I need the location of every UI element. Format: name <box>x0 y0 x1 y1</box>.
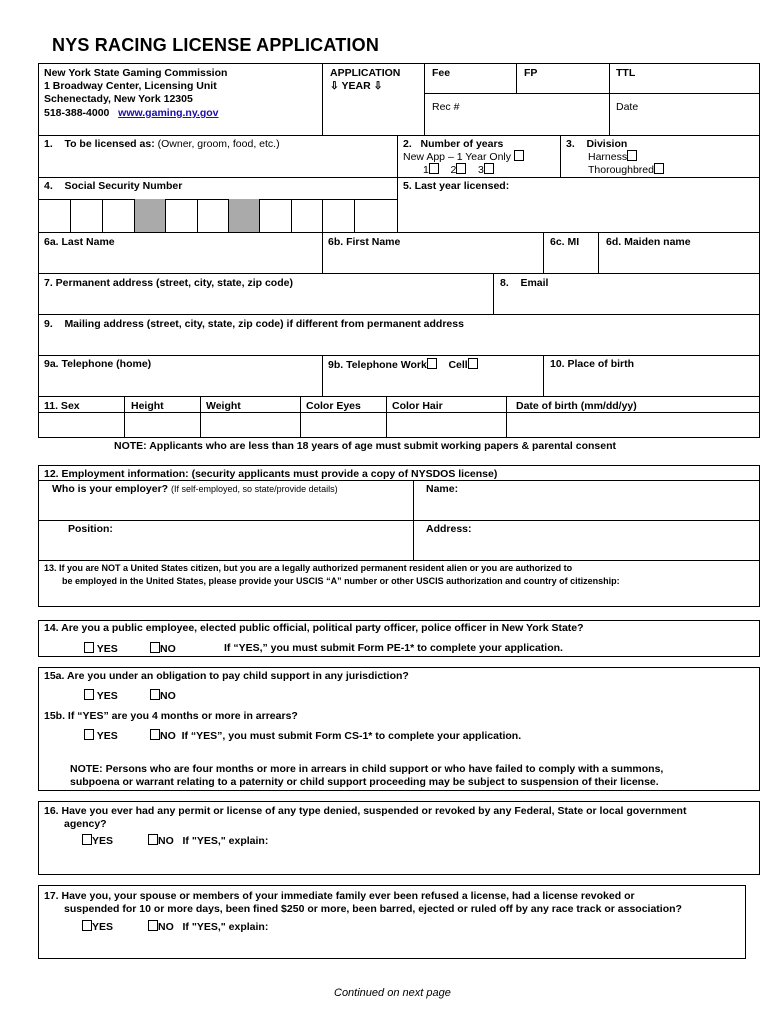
q11-sex[interactable]: 11. Sex <box>44 400 80 412</box>
q15b-label: 15b. If “YES” are you 4 months or more in arrears? <box>44 710 298 722</box>
agency-address-line: 1 Broadway Center, Licensing Unit <box>44 80 217 92</box>
q13-line2: be employed in the United States, please provide your USCIS “A” number or other USCIS authorization and country of citizenship: <box>62 576 620 586</box>
q2-year-options: 1 2 3 <box>423 163 494 177</box>
year-label: ⇩ YEAR ⇩ <box>330 80 383 92</box>
q12-position[interactable]: Position: <box>68 523 113 535</box>
q9a-home-phone[interactable]: 9a. Telephone (home) <box>44 358 152 370</box>
q11-weight[interactable]: Weight <box>206 400 241 412</box>
agency-name: New York State Gaming Commission <box>44 67 228 79</box>
age-note: NOTE: Applicants who are less than 18 years of age must submit working papers & parental consent <box>114 440 616 452</box>
q6b-first-name[interactable]: 6b. First Name <box>328 236 401 248</box>
q16-no-checkbox[interactable] <box>148 834 158 845</box>
q12-address[interactable]: Address: <box>426 523 472 535</box>
last-year-licensed-input[interactable] <box>397 199 760 232</box>
q16-line2: agency? <box>64 818 107 830</box>
ttl-label: TTL <box>616 67 636 79</box>
q17-yes-checkbox[interactable] <box>82 920 92 931</box>
q3-label: 3. Division <box>566 138 628 150</box>
child-support-note-line1: NOTE: Persons who are four months or more in arrears in child support or who have failed to comply with a summons, <box>70 763 664 775</box>
q12-employer[interactable]: Who is your employer? (If self-employed, so state/provide details) <box>52 483 338 495</box>
q15a-yes-checkbox[interactable] <box>84 689 94 700</box>
q1-licensed-as[interactable]: 1. To be licensed as: (Owner, groom, food, etc.) <box>44 138 280 150</box>
rec-number-label: Rec # <box>432 101 460 113</box>
fp-label: FP <box>524 67 538 79</box>
form-title: NYS RACING LICENSE APPLICATION <box>52 35 380 55</box>
q11-height[interactable]: Height <box>131 400 164 412</box>
q14-no-checkbox[interactable] <box>150 642 160 653</box>
q13-uscis-input[interactable] <box>40 588 758 606</box>
footer-continued: Continued on next page <box>334 987 451 999</box>
q17-explain[interactable]: If "YES," explain: <box>182 921 269 933</box>
q3-thoroughbred-checkbox[interactable] <box>654 163 664 174</box>
q10-place-of-birth[interactable]: 10. Place of birth <box>550 358 635 370</box>
q13-line1: 13. If you are NOT a United States citizen, but you are a legally authorized permanent resident alien or you are authorized to <box>44 563 573 573</box>
q4-label: 4. Social Security Number <box>44 180 183 192</box>
q12-label: 12. Employment information: (security applicants must provide a copy of NYSDOS license) <box>44 468 498 480</box>
q11-color-hair[interactable]: Color Hair <box>392 400 443 412</box>
q15a-yes-option[interactable]: YES <box>84 689 118 703</box>
q14-yes-checkbox[interactable] <box>84 642 94 653</box>
q2-year3-checkbox[interactable] <box>484 163 494 174</box>
q11-date-of-birth[interactable]: Date of birth (mm/dd/yy) <box>516 400 637 412</box>
ssn-input[interactable] <box>38 199 397 232</box>
q17-no-option[interactable]: NO If "YES," explain: <box>148 920 268 934</box>
q15a-no-option[interactable]: NO <box>150 689 176 703</box>
q14-yes-option[interactable]: YES <box>84 642 118 656</box>
date-label: Date <box>616 101 639 113</box>
q15b-no-checkbox[interactable] <box>150 729 160 740</box>
q15a-no-checkbox[interactable] <box>150 689 160 700</box>
agency-contact <box>44 107 219 120</box>
q3-thoroughbred-option[interactable]: Thoroughbred <box>588 163 664 177</box>
q15a-label: 15a. Are you under an obligation to pay child support in any jurisdiction? <box>44 670 409 682</box>
q11-color-eyes[interactable]: Color Eyes <box>306 400 361 412</box>
q14-label: 14. Are you a public employee, elected public official, political party officer, police officer in New York State? <box>44 622 584 634</box>
application-label: APPLICATION <box>330 67 401 79</box>
q2-new-app-checkbox[interactable] <box>514 150 524 161</box>
q16-explain[interactable]: If "YES," explain: <box>182 835 269 847</box>
work-phone-checkbox[interactable] <box>427 358 437 369</box>
cell-phone-checkbox[interactable] <box>468 358 478 369</box>
q2-label: 2. Number of years <box>403 138 504 150</box>
q9b-work-phone[interactable]: 9b. Telephone Work Cell <box>328 358 478 372</box>
q17-yes-option[interactable]: YES <box>82 920 113 934</box>
q14-no-option[interactable]: NO <box>150 642 176 656</box>
q15b-yes-option[interactable]: YES <box>84 729 118 743</box>
q16-yes-option[interactable]: YES <box>82 834 113 848</box>
agency-website-link[interactable]: www.gaming.ny.gov <box>118 107 219 119</box>
q8-email[interactable]: 8. Email <box>500 277 549 289</box>
q7-permanent-address[interactable]: 7. Permanent address (street, city, state, zip code) <box>44 277 293 289</box>
q2-option-new-app[interactable]: New App – 1 Year Only <box>403 150 524 164</box>
q17-no-checkbox[interactable] <box>148 920 158 931</box>
q6d-maiden-name[interactable]: 6d. Maiden name <box>606 236 691 248</box>
q2-year2-checkbox[interactable] <box>456 163 466 174</box>
q15b-yes-checkbox[interactable] <box>84 729 94 740</box>
fee-label: Fee <box>432 67 451 79</box>
q14-instruction: If “YES,” you must submit Form PE-1* to complete your application. <box>224 642 563 654</box>
agency-city-line: Schenectady, New York 12305 <box>44 93 193 105</box>
q3-harness-option[interactable]: Harness <box>588 150 637 164</box>
q6a-last-name[interactable]: 6a. Last Name <box>44 236 115 248</box>
q16-no-option[interactable]: NO If "YES," explain: <box>148 834 268 848</box>
q16-yes-checkbox[interactable] <box>82 834 92 845</box>
q16-line1: 16. Have you ever had any permit or license of any type denied, suspended or revoked by any Federal, State or local government <box>44 805 687 817</box>
q3-harness-checkbox[interactable] <box>627 150 637 161</box>
q5-label: 5. Last year licensed: <box>403 180 510 192</box>
q15b-instruction: If “YES”, you must submit Form CS-1* to complete your application. <box>181 730 522 742</box>
q17-line2: suspended for 10 or more days, been fined $250 or more, been barred, ejected or ruled off by any race track or association? <box>64 903 682 915</box>
q12-name[interactable]: Name: <box>426 483 459 495</box>
q15b-no-option[interactable]: NO If “YES”, you must submit Form CS-1* to complete your application. <box>150 729 521 743</box>
q17-line1: 17. Have you, your spouse or members of your immediate family ever been refused a license, had a license revoked or <box>44 890 635 902</box>
child-support-note-line2: subpoena or warrant relating to a paternity or child support proceeding may be subject to suspension of their license. <box>70 776 659 788</box>
q6c-middle-initial[interactable]: 6c. MI <box>550 236 580 248</box>
agency-phone: 518-388-4000 <box>44 107 110 119</box>
q9-mailing-address[interactable]: 9. Mailing address (street, city, state, zip code) if different from permanent address <box>44 318 464 330</box>
q2-year1-checkbox[interactable] <box>429 163 439 174</box>
